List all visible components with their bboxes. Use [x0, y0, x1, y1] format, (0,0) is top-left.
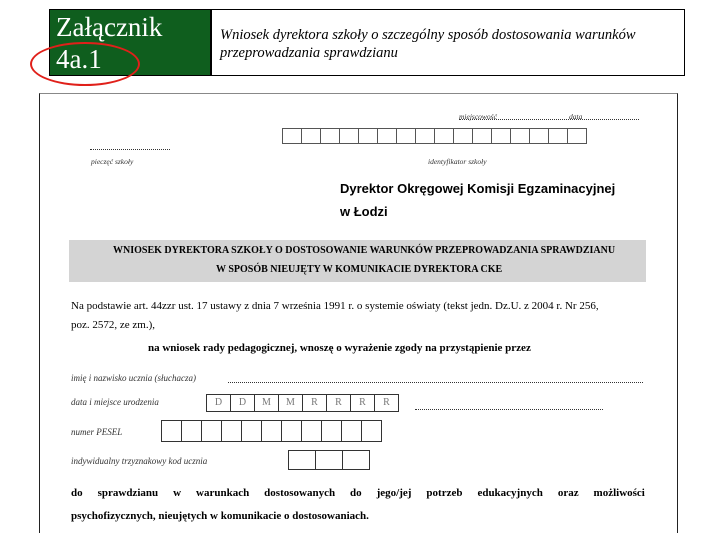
- school-stamp-label: pieczęć szkoły: [91, 157, 134, 166]
- date-label: data: [569, 112, 583, 121]
- student-name-field[interactable]: [228, 382, 643, 383]
- pesel-label: numer PESEL: [71, 427, 123, 437]
- document-title: Wniosek dyrektora szkoły o szczególny sposób dostosowania warunków przeprowadzania sprawdzianu: [220, 27, 636, 61]
- form-title-banner: [69, 240, 646, 282]
- birth-date-place-label: data i miejsce urodzenia: [71, 397, 159, 407]
- closing-line1: [71, 487, 645, 499]
- closing-word: w: [173, 487, 182, 499]
- student-code-label: indywidualny trzyznakowy kod ucznia: [71, 456, 208, 466]
- title-box: [211, 9, 685, 76]
- place-label: miejscowość: [459, 112, 497, 121]
- student-code-cells[interactable]: [289, 450, 370, 470]
- legal-basis-line1: Na podstawie art. 44zzr ust. 17 ustawy z dnia 7 września 1991 r. o systemie oświaty (tekst jedn. Dz.U. z 2004 r. Nr 256,: [71, 300, 599, 312]
- addressee-line2: w Łodzi: [340, 204, 388, 219]
- birth-place-field[interactable]: [415, 409, 603, 410]
- closing-word: możliwości: [593, 487, 645, 499]
- date-cell[interactable]: R: [374, 394, 399, 412]
- legal-basis-line2: poz. 2572, ze zm.),: [71, 319, 155, 331]
- attachment-label-line1: Załącznik: [56, 12, 163, 42]
- date-cell[interactable]: R: [350, 394, 375, 412]
- banner-line1: WNIOSEK DYREKTORA SZKOŁY O DOSTOSOWANIE WARUNKÓW PRZEPROWADZANIA SPRAWDZIANU: [113, 245, 616, 256]
- closing-word: sprawdzianu: [97, 487, 159, 499]
- school-id-cells[interactable]: [283, 128, 587, 144]
- date-cell[interactable]: M: [278, 394, 303, 412]
- addressee-line1: Dyrektor Okręgowej Komisji Egzaminacyjnej: [340, 181, 616, 196]
- place-date-line: [459, 119, 639, 120]
- date-cell[interactable]: D: [206, 394, 231, 412]
- highlight-circle: [30, 42, 140, 86]
- attachment-number: 4a.1: [56, 44, 102, 74]
- banner-line2: W SPOSÓB NIEUJĘTY W KOMUNIKACIE DYREKTORA CKE: [216, 264, 503, 275]
- closing-word: potrzeb: [426, 487, 463, 499]
- closing-word: oraz: [557, 487, 579, 499]
- closing-word: warunkach: [196, 487, 250, 499]
- date-cell[interactable]: D: [230, 394, 255, 412]
- closing-word: edukacyjnych: [477, 487, 543, 499]
- request-line: na wniosek rady pedagogicznej, wnoszę o wyrażenie zgody na przystąpienie przez: [148, 342, 531, 354]
- student-name-label: imię i nazwisko ucznia (słuchacza): [71, 373, 196, 383]
- school-id-label: identyfikator szkoły: [428, 157, 487, 166]
- birth-date-cells[interactable]: [207, 394, 399, 412]
- form-document: [39, 93, 678, 533]
- closing-word: do: [71, 487, 83, 499]
- closing-word: dostosowanych: [264, 487, 336, 499]
- closing-word: do: [350, 487, 362, 499]
- date-cell[interactable]: R: [326, 394, 351, 412]
- stamp-line: [90, 149, 170, 150]
- pesel-cells[interactable]: [162, 420, 382, 442]
- date-cell[interactable]: R: [302, 394, 327, 412]
- date-cell[interactable]: M: [254, 394, 279, 412]
- closing-line2: psychofizycznych, nieujętych w komunikacie o dostosowaniach.: [71, 510, 369, 522]
- closing-word: jego/jej: [376, 487, 412, 499]
